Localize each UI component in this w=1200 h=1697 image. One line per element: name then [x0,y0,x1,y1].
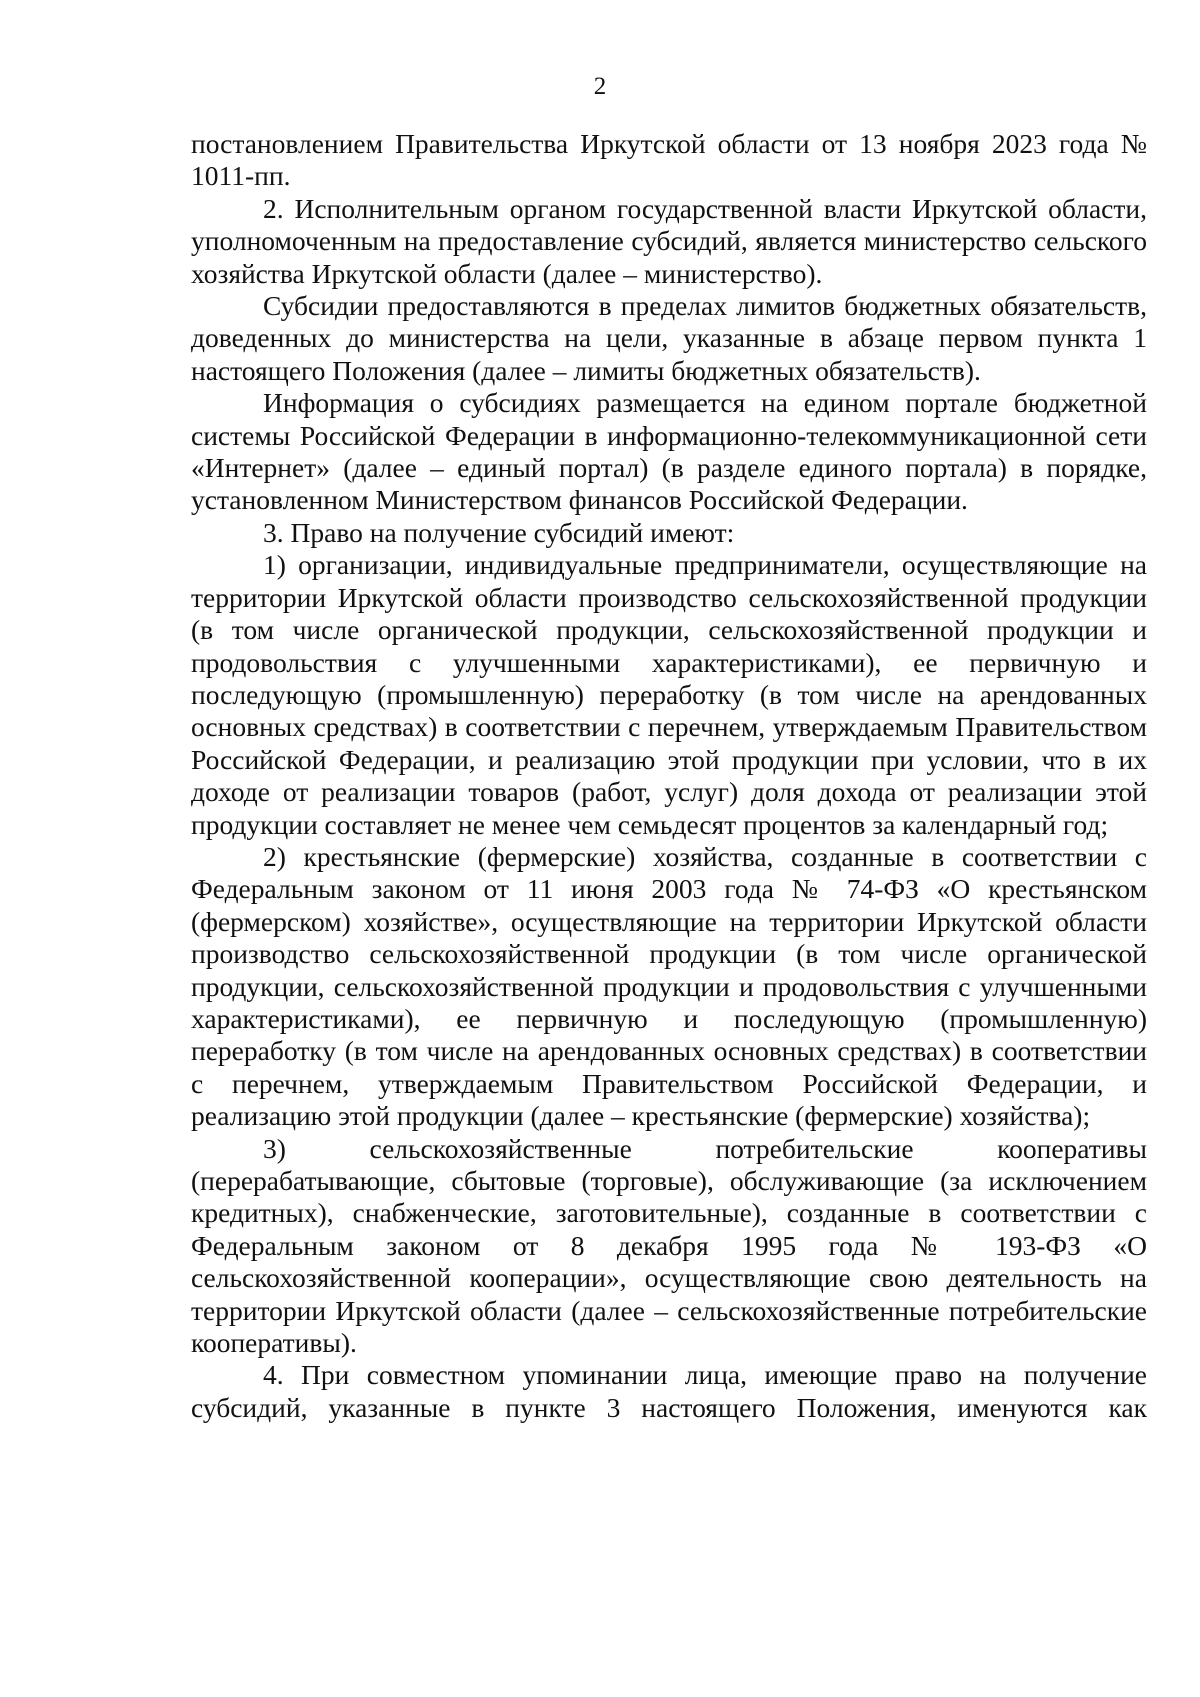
paragraph-item-2: 2. Исполнительным органом государственной власти Иркутской области, уполномоченным на предоставление субсидий, является министерство сельского хозяйства Иркутской области (далее – министерство). [191,192,1147,289]
paragraph-subitem-1: 1) организации, индивидуальные предприниматели, осуществляющие на территории Иркутской области производство сельскохозяйственной продукции (в том числе органической продукции, сельскохозяйственной продукции и продовольствия с улучшенными характеристиками), ее первичную и последующую (промышленную) переработку (в том числе на арендованных основных средствах) в соответствии с перечнем, утверждаемым Правительством Российской Федерации, и реализацию этой продукции при условии, что в их доходе от реализации товаров (работ, услуг) доля дохода от реализации этой продукции составляет не менее чем семьдесят процентов за календарный год; [191,549,1147,840]
page-number: 2 [593,73,607,100]
paragraph-item-3: 3. Право на получение субсидий имеют: [263,516,735,548]
paragraph-subitem-3: 3) сельскохозяйственные потребительские кооперативы (перерабатывающие, сбытовые (торговые), обслуживающие (за исключением кредитных), снабженческие, заготовительные), созданные в соответствии с Федеральным законом от 8 декабря 1995 года № 193-ФЗ «О сельскохозяйственной кооперации», осуществляющие свою деятельность на территории Иркутской области (далее – сельскохозяйственные потребительские кооперативы). [191,1132,1147,1359]
paragraph-item-4: 4. При совместном упоминании лица, имеющие право на получение субсидий, указанные в пункте 3 настоящего Положения, именуются как [191,1359,1147,1423]
paragraph-subitem-2: 2) крестьянские (фермерские) хозяйства, созданные в соответствии с Федеральным законом от 11 июня 2003 года № 74-ФЗ «О крестьянском (фермерском) хозяйстве», осуществляющие на территории Иркутской области производство сельскохозяйственной продукции (в том числе органической продукции, сельскохозяйственной продукции и продовольствия с улучшенными характеристиками), ее первичную и последующую (промышленную) переработку (в том числе на арендованных основных средствах) в соответствии с перечнем, утверждаемым Правительством Российской Федерации, и реализацию этой продукции (далее – крестьянские (фермерские) хозяйства); [191,840,1147,1132]
paragraph-subsidies-limits: Субсидии предоставляются в пределах лимитов бюджетных обязательств, доведенных до министерства на цели, указанные в абзаце первом пункта 1 настоящего Положения (далее – лимиты бюджетных обязательств). [191,290,1147,386]
document-body [191,128,1147,1424]
paragraph-subsidies-info: Информация о субсидиях размещается на едином портале бюджетной системы Российской Федерации в информационно-телекоммуникационной сети «Интернет» (далее – единый портал) (в разделе единого портала) в порядке, установленном Министерством финансов Российской Федерации. [191,387,1147,516]
paragraph-continuation: постановлением Правительства Иркутской области от 13 ноября 2023 года № 1011-пп. [191,128,1147,192]
